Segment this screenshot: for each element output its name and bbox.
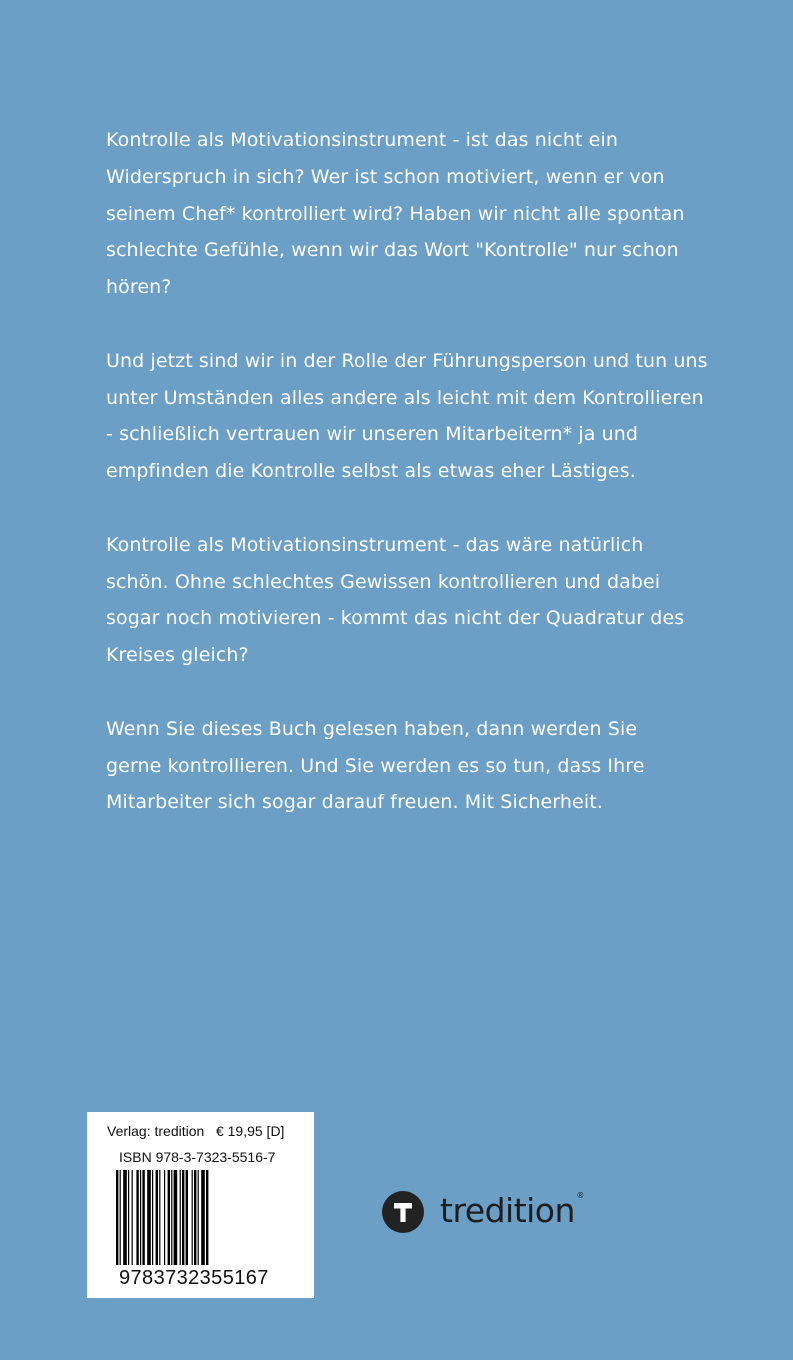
blurb-line: Wenn Sie dieses Buch gelesen haben, dann werden Sie bbox=[106, 717, 638, 740]
blurb-line: sogar noch motivieren - kommt das nicht der Quadratur des bbox=[106, 607, 685, 630]
blurb-paragraph-2 bbox=[106, 343, 756, 490]
logo-wordmark bbox=[440, 1190, 584, 1230]
blurb-paragraph-3 bbox=[106, 527, 756, 674]
blurb-line: Kontrolle als Motivationsinstrument - das wäre natürlich bbox=[106, 533, 644, 556]
blurb-line: - schließlich vertrauen wir unseren Mitarbeitern* ja und bbox=[106, 423, 639, 446]
blurb-paragraph-1 bbox=[106, 122, 756, 306]
barcode-graphic bbox=[116, 1170, 286, 1265]
tredition-t-circle-icon bbox=[382, 1191, 424, 1233]
logo-text: tredition bbox=[440, 1190, 575, 1230]
blurb-line: empfinden die Kontrolle selbst als etwas eher Lästiges. bbox=[106, 460, 636, 483]
back-cover-blurb bbox=[106, 122, 756, 858]
blurb-line: Kreises gleich? bbox=[106, 644, 249, 667]
publisher-logo bbox=[382, 1190, 584, 1233]
isbn-text: ISBN 978-3-7323-5516-7 bbox=[119, 1149, 276, 1165]
blurb-line: seinem Chef* kontrolliert wird? Haben wir nicht alle spontan bbox=[106, 202, 685, 225]
blurb-line: Kontrolle als Motivationsinstrument - ist das nicht ein bbox=[106, 129, 618, 151]
blurb-line: unter Umständen alles andere als leicht mit dem Kontrollieren bbox=[106, 386, 704, 409]
blurb-line: gerne kontrollieren. Und Sie werden es so tun, dass Ihre bbox=[106, 754, 645, 777]
isbn-barcode-label bbox=[87, 1112, 314, 1298]
blurb-line: hören? bbox=[106, 276, 172, 299]
blurb-line: Und jetzt sind wir in der Rolle der Führungsperson und tun uns bbox=[106, 349, 708, 372]
blurb-line: schön. Ohne schlechtes Gewissen kontrollieren und dabei bbox=[106, 570, 661, 593]
registered-mark: ® bbox=[576, 1190, 584, 1200]
barcode-number: 9783732355167 bbox=[119, 1267, 269, 1289]
blurb-line: Widerspruch in sich? Wer ist schon motiviert, wenn er von bbox=[106, 165, 665, 188]
blurb-line: Mitarbeiter sich sogar darauf freuen. Mit Sicherheit. bbox=[106, 791, 603, 814]
blurb-line: schlechte Gefühle, wenn wir das Wort "Kontrolle" nur schon bbox=[106, 239, 679, 262]
blurb-paragraph-4 bbox=[106, 711, 756, 821]
publisher-price-line: Verlag: tredition € 19,95 [D] bbox=[107, 1123, 285, 1139]
